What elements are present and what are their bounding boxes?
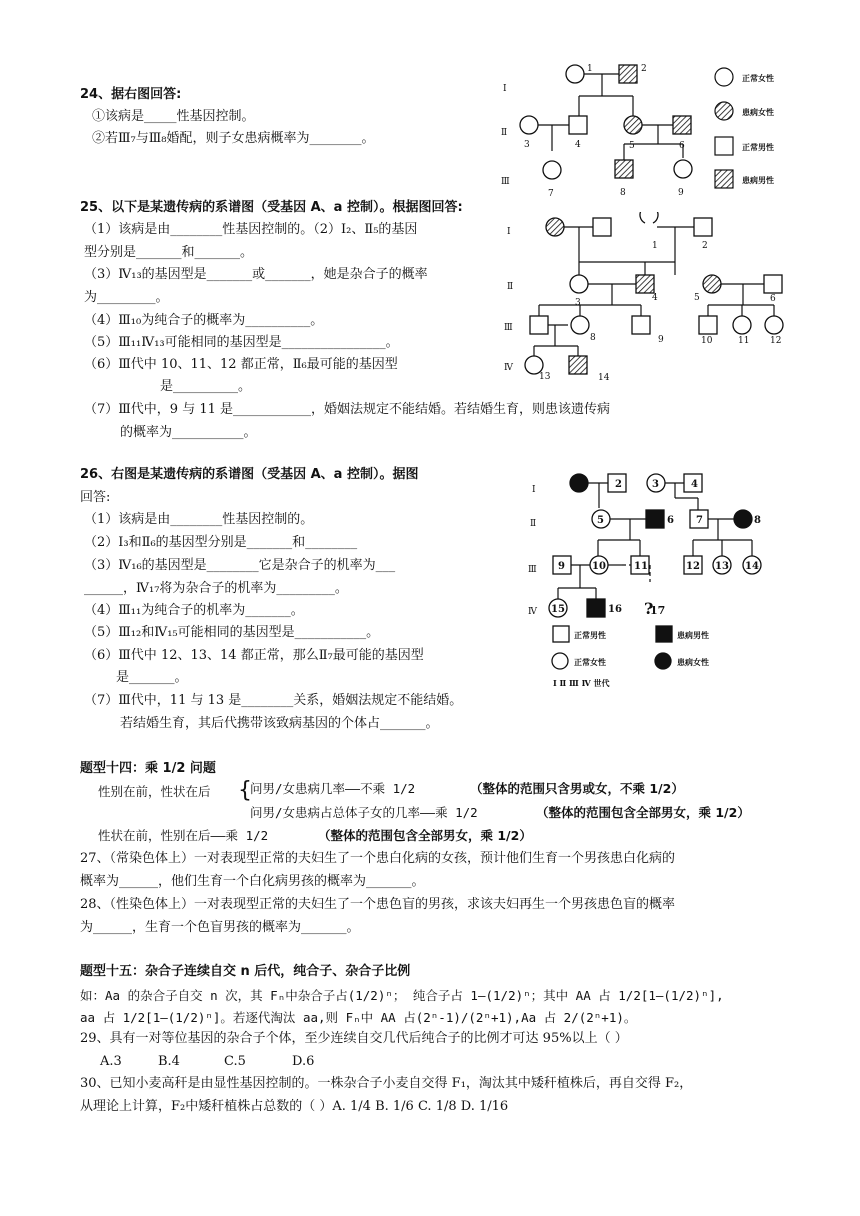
svg-text:9: 9	[558, 561, 565, 572]
q30-line1: 30、已知小麦高秆是由显性基因控制的。一株杂合子小麦自交得 F₁，淘汰其中矮秆植株后，再自交得 F₂，	[80, 1076, 693, 1091]
q25-line2: （3）Ⅳ₁₃的基因型是_______或_______，她是杂合子的概率	[84, 267, 428, 282]
svg-text:10: 10	[592, 561, 606, 572]
q25-line6b: 的概率为___________。	[120, 425, 257, 440]
p2-ind-5	[703, 275, 721, 293]
p1-ind-7	[543, 161, 561, 179]
type15-title: 题型十五：杂合子连续自交 n 后代，纯合子、杂合子比例	[80, 964, 411, 979]
p3-ind-1	[570, 474, 588, 492]
p3-ind-6	[646, 510, 664, 528]
svg-text:Ⅱ: Ⅱ	[501, 128, 508, 138]
p2-ind-2	[694, 218, 712, 236]
q29-option-c: C.5	[224, 1054, 246, 1069]
q25-line4: （5）Ⅲ₁₁Ⅳ₁₃可能相同的基因型是________________。	[84, 335, 399, 350]
svg-text:1: 1	[587, 64, 593, 74]
svg-text:9: 9	[658, 335, 664, 345]
svg-text:5: 5	[694, 293, 700, 303]
svg-text:12: 12	[686, 561, 700, 572]
svg-text:Ⅰ: Ⅰ	[507, 227, 511, 237]
p1-ind-3	[520, 116, 538, 134]
svg-text:2: 2	[641, 64, 647, 74]
svg-text:14: 14	[598, 373, 610, 383]
q24-line2: ②若Ⅲ₇与Ⅲ₈婚配，则子女患病概率为________。	[92, 131, 375, 146]
svg-text:16: 16	[608, 604, 622, 615]
q26-heading: 26、右图是某遗传病的系谱图（受基因 A、a 控制）。据图	[80, 467, 419, 482]
q26-line5: （5）Ⅲ₁₂和Ⅳ₁₅可能相同的基因型是___________。	[84, 625, 380, 640]
p2-ind-I-b	[593, 218, 611, 236]
svg-text:13: 13	[539, 372, 551, 382]
q24-heading: 24、据右图回答:	[80, 87, 182, 102]
svg-text:Ⅱ: Ⅱ	[530, 519, 537, 529]
svg-text:12: 12	[770, 336, 782, 346]
pedigree-1-legend	[712, 66, 832, 196]
p2-ind-I-a	[546, 218, 564, 236]
svg-text:Ⅳ: Ⅳ	[528, 607, 537, 617]
type14-rule-a: 性别在前，性状在后	[98, 784, 211, 799]
q28-line2: 为______，生育一个色盲男孩的概率为_______。	[80, 920, 360, 935]
type14-rule-b: 性状在前，性别在后——乘 1/2	[98, 828, 269, 843]
p1-ind-8	[615, 160, 633, 178]
svg-text:5: 5	[597, 515, 604, 526]
q25-line6: （7）Ⅲ代中，9 与 11 是____________，婚姻法规定不能结婚。若结婚生育，则患该遗传病	[84, 402, 611, 417]
svg-text:Ⅰ Ⅱ Ⅲ Ⅳ 世代: Ⅰ Ⅱ Ⅲ Ⅳ 世代	[553, 678, 610, 688]
svg-text:2: 2	[615, 479, 622, 490]
svg-text:13: 13	[715, 561, 729, 572]
p2-ind-12	[765, 316, 783, 334]
q26-line3: （3）Ⅳ₁₆的基因型是________它是杂合子的机率为___	[84, 558, 396, 573]
p2-ind-14	[569, 356, 587, 374]
q26-line4: （4）Ⅲ₁₁为纯合子的机率为_______。	[84, 603, 304, 618]
q27-line2: 概率为______，他们生育一个白化病男孩的概率为_______。	[80, 874, 425, 889]
svg-text:Ⅲ: Ⅲ	[528, 565, 537, 575]
svg-text:11: 11	[738, 336, 750, 346]
svg-text:8: 8	[590, 333, 596, 343]
q25-line1b: 型分别是_______和_______。	[84, 245, 254, 260]
q25-line5: （6）Ⅲ代中 10、11、12 都正常，Ⅱ₆最可能的基因型	[84, 357, 398, 372]
q25-heading: 25、以下是某遗传病的系谱图（受基因 A、a 控制）。根据图回答:	[80, 200, 463, 215]
p1-ind-1	[566, 65, 584, 83]
q29-option-d: D.6	[292, 1054, 315, 1069]
q30-line2: 从理论上计算，F₂中矮秆植株占总数的（ ）A. 1/4 B. 1/6 C. 1/8 D. 1/16	[80, 1099, 509, 1114]
svg-text:11: 11	[634, 561, 648, 572]
q25-line2b: 为_________。	[84, 290, 169, 305]
svg-text:患病男性: 患病男性	[677, 630, 709, 640]
type14-rule-a1: 问男/女患病几率——不乘 1/2	[250, 781, 416, 796]
q25-line1: （1）该病是由________性基因控制的。（2）Ⅰ₂、Ⅱ₅的基因	[84, 222, 418, 237]
q26-line7b: 若结婚生育，其后代携带该致病基因的个体占_______。	[120, 716, 439, 731]
p3-ind-16	[587, 599, 605, 617]
q25-line3: （4）Ⅲ₁₀为纯合子的概率为__________。	[84, 313, 324, 328]
svg-text:2: 2	[702, 241, 708, 251]
svg-text:Ⅳ: Ⅳ	[504, 363, 513, 373]
svg-text:Ⅲ: Ⅲ	[504, 323, 513, 333]
q26-line2: （2）Ⅰ₃和Ⅱ₆的基因型分别是_______和________	[84, 535, 358, 550]
p2-ind-1	[640, 212, 658, 223]
svg-text:患病女性: 患病女性	[677, 657, 709, 667]
svg-text:4: 4	[652, 293, 658, 303]
svg-text:正常男性: 正常男性	[742, 142, 774, 152]
svg-text:Ⅰ: Ⅰ	[532, 485, 536, 495]
pedigree-3	[522, 464, 802, 694]
p1-ind-2	[619, 65, 637, 83]
svg-text:?: ?	[644, 599, 654, 618]
svg-text:Ⅲ: Ⅲ	[501, 177, 510, 187]
type14-rule-a2: 问男/女患病占总体子女的几率——乘 1/2	[250, 805, 478, 820]
p3-ind-8	[734, 510, 752, 528]
p2-ind-3	[570, 275, 588, 293]
q26-line7: （7）Ⅲ代中，11 与 13 是________关系，婚姻法规定不能结婚。	[84, 693, 463, 708]
svg-text:4: 4	[691, 479, 698, 490]
q29-option-b: B.4	[158, 1054, 180, 1069]
q26-heading2: 回答:	[80, 490, 111, 505]
svg-text:1: 1	[563, 479, 570, 490]
q25-line5b: 是__________。	[160, 379, 252, 394]
p2-ind-III-a	[530, 316, 548, 334]
svg-text:6: 6	[770, 294, 776, 304]
svg-text:患病男性: 患病男性	[742, 175, 774, 185]
svg-text:6: 6	[679, 141, 685, 151]
brace-symbol: {	[238, 778, 252, 803]
q28-line1: 28、（性染色体上）一对表现型正常的夫妇生了一个患色盲的男孩，求该夫妇再生一个男孩患色盲的概率	[80, 897, 676, 912]
svg-text:1: 1	[652, 241, 658, 251]
p1-ind-4	[569, 116, 587, 134]
q29-line1: 29、具有一对等位基因的杂合子个体，至少连续自交几代后纯合子的比例才可达 95%以上（ ）	[80, 1031, 628, 1046]
svg-text:14: 14	[745, 561, 759, 572]
svg-text:7: 7	[696, 515, 703, 526]
type14-rule-a1-note: （整体的范围只含男或女，不乘 1/2）	[470, 781, 684, 796]
q26-line3b: ______，Ⅳ₁₇将为杂合子的机率为_________。	[84, 581, 348, 596]
svg-text:患病女性: 患病女性	[742, 107, 774, 117]
q26-line6: （6）Ⅲ代中 12、13、14 都正常，那么Ⅱ₇最可能的基因型	[84, 648, 424, 663]
svg-text:10: 10	[701, 336, 713, 346]
q26-line1: （1）该病是由________性基因控制的。	[84, 512, 314, 527]
svg-text:9: 9	[678, 188, 684, 198]
q29-option-a: A.3	[100, 1054, 122, 1069]
svg-text:8: 8	[754, 515, 761, 526]
svg-text:4: 4	[575, 140, 581, 150]
q26-line6b: 是_______。	[116, 670, 188, 685]
type15-line1: 如：Aa 的杂合子自交 n 次，其 Fₙ中杂合子占(1/2)ⁿ； 纯合子占 1—(1/2)ⁿ；其中 AA 占 1/2[1—(1/2)ⁿ],	[80, 988, 724, 1003]
svg-text:3: 3	[575, 298, 581, 308]
p1-ind-9	[674, 160, 692, 178]
svg-text:5: 5	[629, 141, 635, 151]
svg-text:正常女性: 正常女性	[574, 657, 606, 667]
type14-rule-a2-note: （整体的范围包含全部男女，乘 1/2）	[536, 805, 750, 820]
p2-ind-4	[636, 275, 654, 293]
q27-line1: 27、（常染色体上）一对表现型正常的夫妇生了一个患白化病的女孩，预计他们生育一个男孩患白化病的	[80, 851, 676, 866]
svg-text:3: 3	[524, 140, 530, 150]
svg-text:7: 7	[548, 189, 554, 199]
type14-title: 题型十四：乘 1/2 问题	[80, 761, 216, 776]
p2-ind-11	[733, 316, 751, 334]
svg-text:Ⅱ: Ⅱ	[507, 282, 514, 292]
svg-text:Ⅰ: Ⅰ	[503, 84, 507, 94]
p2-ind-9	[632, 316, 650, 334]
svg-text:3: 3	[652, 479, 659, 490]
svg-text:8: 8	[620, 188, 626, 198]
p2-ind-6	[764, 275, 782, 293]
svg-text:15: 15	[551, 604, 565, 615]
q24-line1: ①该病是_____性基因控制。	[92, 109, 255, 124]
p1-ind-6	[673, 116, 691, 134]
svg-text:正常男性: 正常男性	[574, 630, 606, 640]
p2-ind-10	[699, 316, 717, 334]
svg-text:6: 6	[667, 515, 674, 526]
type15-line2: aa 占 1/2[1—(1/2)ⁿ]。若逐代淘汰 aa,则 Fₙ中 AA 占(2ⁿ-1)/(2ⁿ+1),Aa 占 2/(2ⁿ+1)。	[80, 1010, 637, 1025]
pedigree-2	[498, 212, 798, 392]
p2-ind-8	[571, 316, 589, 334]
svg-text:17: 17	[650, 604, 666, 617]
p1-ind-5	[624, 116, 642, 134]
type14-rule-b-note: （整体的范围包含全部男女，乘 1/2）	[318, 828, 532, 843]
svg-text:正常女性: 正常女性	[742, 73, 774, 83]
